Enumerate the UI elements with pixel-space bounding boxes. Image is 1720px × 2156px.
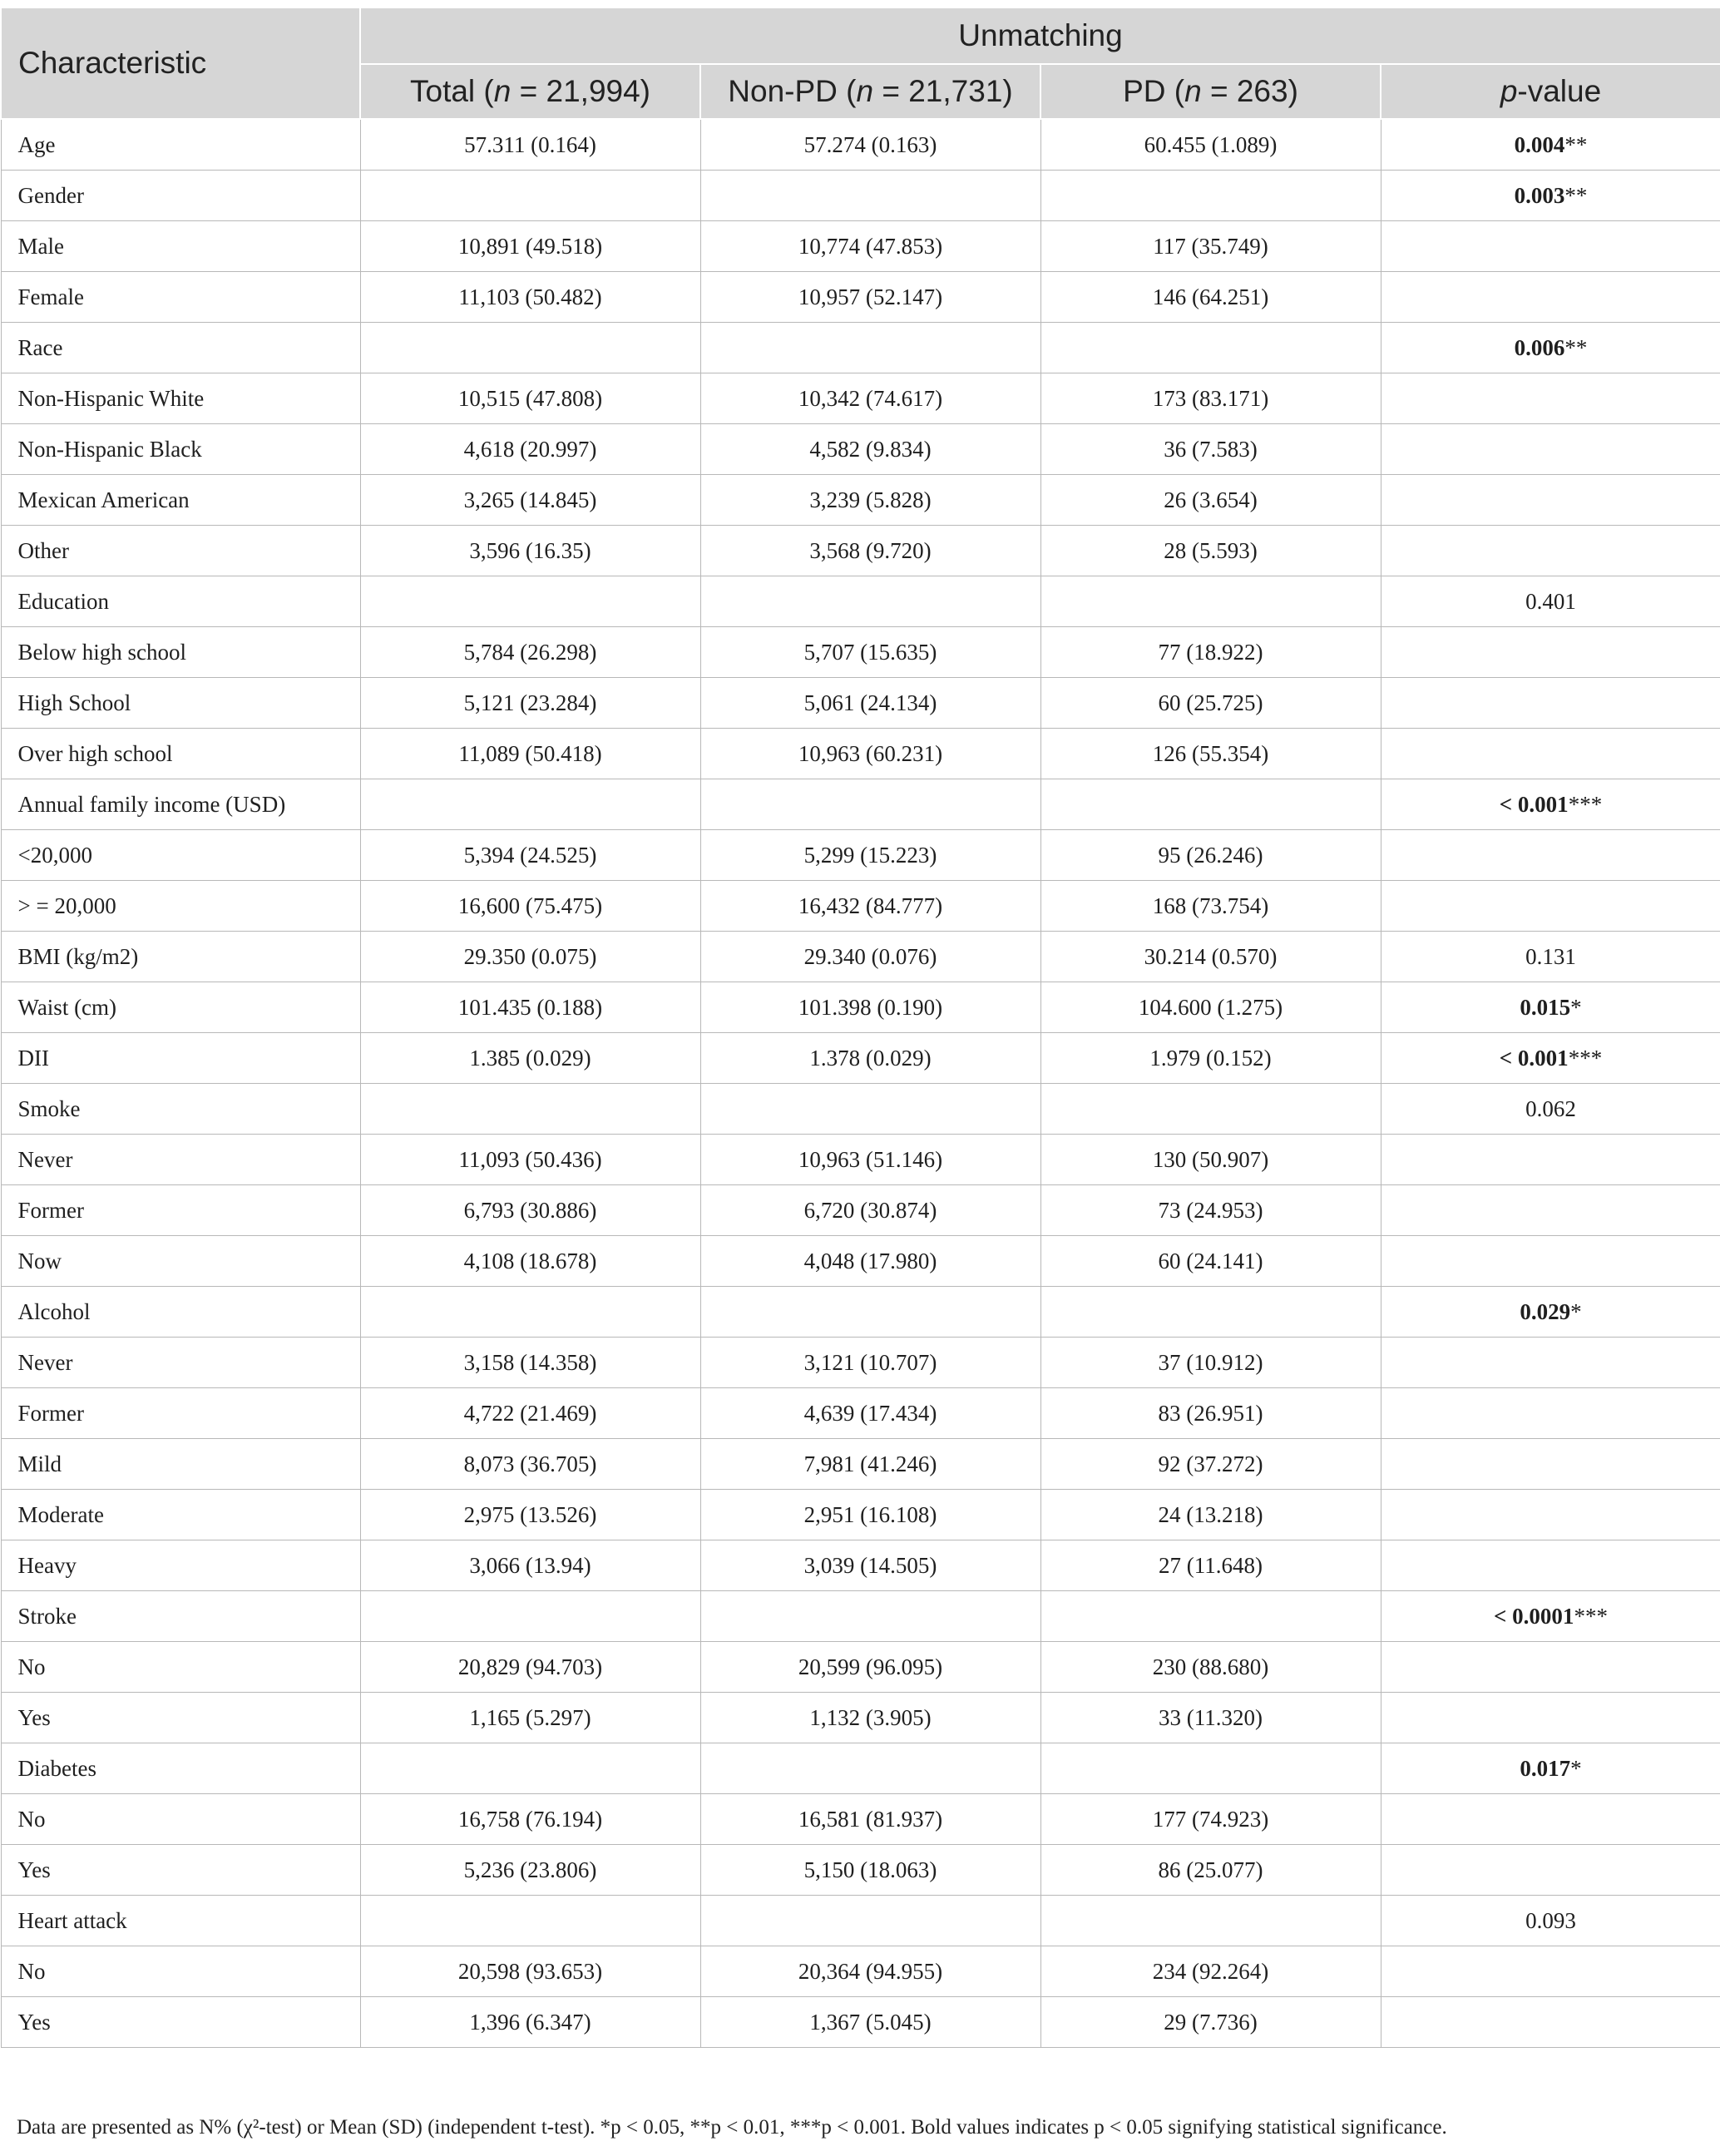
pd-cell: 83 (26.951) <box>1040 1388 1381 1439</box>
total-cell: 29.350 (0.075) <box>360 932 700 982</box>
p-value-cell <box>1381 1084 1720 1135</box>
table-row <box>1 1388 1720 1439</box>
non-pd-cell: 57.274 (0.163) <box>700 119 1040 171</box>
pd-column-header: PD (n = 263) <box>1040 64 1381 119</box>
row-label-cell: Over high school <box>1 729 360 779</box>
table-row <box>1 119 1720 171</box>
total-cell <box>360 171 700 221</box>
table-row <box>1 1084 1720 1135</box>
total-cell: 16,600 (75.475) <box>360 881 700 932</box>
p-value-text: 0.401 <box>1525 588 1576 614</box>
row-label-cell: Mild <box>1 1439 360 1490</box>
non-pd-cell <box>700 171 1040 221</box>
non-pd-cell: 5,299 (15.223) <box>700 830 1040 881</box>
p-value-cell <box>1381 1490 1720 1540</box>
pd-cell: 29 (7.736) <box>1040 1997 1381 2048</box>
total-cell: 8,073 (36.705) <box>360 1439 700 1490</box>
table-row <box>1 475 1720 526</box>
p-value-cell <box>1381 1693 1720 1743</box>
p-value-cell <box>1381 576 1720 627</box>
p-value-text: 0.003 <box>1514 182 1565 208</box>
table-row <box>1 779 1720 830</box>
p-value-cell <box>1381 982 1720 1033</box>
non-pd-cell: 3,568 (9.720) <box>700 526 1040 576</box>
significance-stars: * <box>1570 1298 1582 1324</box>
row-label-cell: Heart attack <box>1 1896 360 1946</box>
pd-cell: 24 (13.218) <box>1040 1490 1381 1540</box>
row-label-cell: > = 20,000 <box>1 881 360 932</box>
total-cell <box>360 779 700 830</box>
row-label-cell: Female <box>1 272 360 323</box>
pd-cell: 73 (24.953) <box>1040 1185 1381 1236</box>
row-label-cell: Yes <box>1 1997 360 2048</box>
table-row <box>1 830 1720 881</box>
significance-stars: ** <box>1564 131 1588 157</box>
p-value-cell <box>1381 1997 1720 2048</box>
p-value-cell <box>1381 1642 1720 1693</box>
pd-cell: 60.455 (1.089) <box>1040 119 1381 171</box>
table-row <box>1 1439 1720 1490</box>
table-row <box>1 1490 1720 1540</box>
pd-cell: 104.600 (1.275) <box>1040 982 1381 1033</box>
total-column-header: Total (n = 21,994) <box>360 64 700 119</box>
p-value-cell <box>1381 1794 1720 1845</box>
pd-cell: 27 (11.648) <box>1040 1540 1381 1591</box>
table-row <box>1 1693 1720 1743</box>
table-row <box>1 424 1720 475</box>
p-value-text: 0.131 <box>1525 943 1576 969</box>
pd-cell: 37 (10.912) <box>1040 1338 1381 1388</box>
total-cell <box>360 1287 700 1338</box>
row-label-cell: Heavy <box>1 1540 360 1591</box>
table-row <box>1 171 1720 221</box>
non-pd-cell: 4,048 (17.980) <box>700 1236 1040 1287</box>
p-value-text: 0.015 <box>1520 994 1571 1020</box>
total-cell: 1,396 (6.347) <box>360 1997 700 2048</box>
p-value-text: 0.017 <box>1520 1755 1571 1781</box>
row-label-cell: <20,000 <box>1 830 360 881</box>
non-pd-cell: 3,239 (5.828) <box>700 475 1040 526</box>
row-label-cell: Education <box>1 576 360 627</box>
row-label-cell: Never <box>1 1135 360 1185</box>
total-cell: 5,121 (23.284) <box>360 678 700 729</box>
p-value-text: 0.029 <box>1520 1298 1571 1324</box>
non-pd-cell <box>700 1896 1040 1946</box>
total-cell <box>360 1743 700 1794</box>
non-pd-cell: 2,951 (16.108) <box>700 1490 1040 1540</box>
pd-cell: 230 (88.680) <box>1040 1642 1381 1693</box>
non-pd-cell: 3,039 (14.505) <box>700 1540 1040 1591</box>
pd-cell: 117 (35.749) <box>1040 221 1381 272</box>
p-value-cell <box>1381 1946 1720 1997</box>
pd-cell: 234 (92.264) <box>1040 1946 1381 1997</box>
table-row <box>1 1896 1720 1946</box>
table-row <box>1 627 1720 678</box>
total-cell: 57.311 (0.164) <box>360 119 700 171</box>
table-row <box>1 1794 1720 1845</box>
total-cell <box>360 323 700 373</box>
p-value-text: < 0.001 <box>1499 791 1569 817</box>
table-row <box>1 932 1720 982</box>
significance-stars: * <box>1570 994 1582 1020</box>
p-value-column-header: p-value <box>1381 64 1720 119</box>
total-cell: 1.385 (0.029) <box>360 1033 700 1084</box>
total-cell: 3,596 (16.35) <box>360 526 700 576</box>
non-pd-cell: 1,132 (3.905) <box>700 1693 1040 1743</box>
table-row <box>1 1185 1720 1236</box>
significance-stars: *** <box>1568 791 1603 817</box>
p-value-cell <box>1381 932 1720 982</box>
row-label-cell: Waist (cm) <box>1 982 360 1033</box>
row-label-cell: Diabetes <box>1 1743 360 1794</box>
total-cell: 11,089 (50.418) <box>360 729 700 779</box>
total-cell: 10,891 (49.518) <box>360 221 700 272</box>
row-label-cell: Race <box>1 323 360 373</box>
non-pd-cell <box>700 1743 1040 1794</box>
significance-stars: *** <box>1574 1603 1608 1629</box>
p-value-cell <box>1381 1591 1720 1642</box>
characteristic-column-header: Characteristic <box>1 7 360 119</box>
total-cell: 6,793 (30.886) <box>360 1185 700 1236</box>
p-value-cell <box>1381 1135 1720 1185</box>
non-pd-cell: 1,367 (5.045) <box>700 1997 1040 2048</box>
row-label-cell: BMI (kg/m2) <box>1 932 360 982</box>
non-pd-cell: 5,707 (15.635) <box>700 627 1040 678</box>
row-label-cell: Gender <box>1 171 360 221</box>
table-row <box>1 1135 1720 1185</box>
p-value-cell <box>1381 1845 1720 1896</box>
table-row <box>1 373 1720 424</box>
total-cell <box>360 1896 700 1946</box>
table-row <box>1 1540 1720 1591</box>
non-pd-cell: 10,963 (51.146) <box>700 1135 1040 1185</box>
table-row <box>1 1743 1720 1794</box>
pd-cell <box>1040 1896 1381 1946</box>
table-row <box>1 576 1720 627</box>
pd-cell: 77 (18.922) <box>1040 627 1381 678</box>
pd-cell: 1.979 (0.152) <box>1040 1033 1381 1084</box>
total-cell: 20,598 (93.653) <box>360 1946 700 1997</box>
row-label-cell: Non-Hispanic Black <box>1 424 360 475</box>
total-cell: 4,618 (20.997) <box>360 424 700 475</box>
p-value-cell <box>1381 1236 1720 1287</box>
row-label-cell: Alcohol <box>1 1287 360 1338</box>
total-cell: 2,975 (13.526) <box>360 1490 700 1540</box>
row-label-cell: Now <box>1 1236 360 1287</box>
non-pd-cell: 5,150 (18.063) <box>700 1845 1040 1896</box>
table-row <box>1 729 1720 779</box>
total-cell: 20,829 (94.703) <box>360 1642 700 1693</box>
table-header <box>1 7 1720 119</box>
p-value-cell <box>1381 678 1720 729</box>
p-value-text: < 0.0001 <box>1494 1603 1574 1629</box>
non-pd-cell: 16,581 (81.937) <box>700 1794 1040 1845</box>
non-pd-cell: 10,957 (52.147) <box>700 272 1040 323</box>
p-value-cell <box>1381 1540 1720 1591</box>
table-row <box>1 1033 1720 1084</box>
row-label-cell: Yes <box>1 1845 360 1896</box>
table-row <box>1 221 1720 272</box>
total-cell: 11,093 (50.436) <box>360 1135 700 1185</box>
p-value-text: 0.004 <box>1514 131 1565 157</box>
pd-cell <box>1040 1287 1381 1338</box>
significance-stars: * <box>1570 1755 1582 1781</box>
row-label-cell: Former <box>1 1388 360 1439</box>
pd-cell: 126 (55.354) <box>1040 729 1381 779</box>
row-label-cell: Annual family income (USD) <box>1 779 360 830</box>
pd-cell <box>1040 1591 1381 1642</box>
table-row <box>1 1287 1720 1338</box>
non-pd-cell: 10,963 (60.231) <box>700 729 1040 779</box>
p-value-cell <box>1381 729 1720 779</box>
total-cell: 101.435 (0.188) <box>360 982 700 1033</box>
non-pd-cell: 29.340 (0.076) <box>700 932 1040 982</box>
p-value-cell <box>1381 1287 1720 1338</box>
table-row <box>1 982 1720 1033</box>
non-pd-cell <box>700 576 1040 627</box>
row-label-cell: Age <box>1 119 360 171</box>
non-pd-cell: 7,981 (41.246) <box>700 1439 1040 1490</box>
table-row <box>1 1642 1720 1693</box>
p-value-cell <box>1381 1388 1720 1439</box>
pd-cell: 177 (74.923) <box>1040 1794 1381 1845</box>
non-pd-cell: 101.398 (0.190) <box>700 982 1040 1033</box>
total-cell: 3,066 (13.94) <box>360 1540 700 1591</box>
table-row <box>1 1591 1720 1642</box>
total-cell: 4,108 (18.678) <box>360 1236 700 1287</box>
pd-cell <box>1040 576 1381 627</box>
significance-stars: ** <box>1564 334 1588 360</box>
total-cell: 3,158 (14.358) <box>360 1338 700 1388</box>
pd-cell: 60 (24.141) <box>1040 1236 1381 1287</box>
p-value-cell <box>1381 272 1720 323</box>
non-pd-cell: 10,774 (47.853) <box>700 221 1040 272</box>
table-row <box>1 272 1720 323</box>
pd-cell: 36 (7.583) <box>1040 424 1381 475</box>
non-pd-cell <box>700 1287 1040 1338</box>
non-pd-column-header: Non-PD (n = 21,731) <box>700 64 1040 119</box>
p-value-text: 0.006 <box>1514 334 1565 360</box>
pd-cell: 86 (25.077) <box>1040 1845 1381 1896</box>
pd-cell: 60 (25.725) <box>1040 678 1381 729</box>
table-row <box>1 1338 1720 1388</box>
row-label-cell: Never <box>1 1338 360 1388</box>
total-cell: 3,265 (14.845) <box>360 475 700 526</box>
p-value-cell <box>1381 881 1720 932</box>
table-row <box>1 1845 1720 1896</box>
p-value-cell <box>1381 221 1720 272</box>
p-value-cell <box>1381 424 1720 475</box>
non-pd-cell <box>700 779 1040 830</box>
row-label-cell: Non-Hispanic White <box>1 373 360 424</box>
p-value-cell <box>1381 475 1720 526</box>
total-cell <box>360 1591 700 1642</box>
significance-stars: ** <box>1564 182 1588 208</box>
row-label-cell: Below high school <box>1 627 360 678</box>
total-cell: 10,515 (47.808) <box>360 373 700 424</box>
pd-cell <box>1040 171 1381 221</box>
table-footnote: Data are presented as N% (χ²-test) or Mean (SD) (independent t-test). *p < 0.05, **p < 0.01, ***p < 0.001. Bold values indicates p < 0.05 signifying statistical significance. <box>17 2116 1447 2139</box>
non-pd-cell: 5,061 (24.134) <box>700 678 1040 729</box>
table-row <box>1 526 1720 576</box>
pd-cell: 146 (64.251) <box>1040 272 1381 323</box>
non-pd-cell: 20,364 (94.955) <box>700 1946 1040 1997</box>
row-label-cell: Yes <box>1 1693 360 1743</box>
row-label-cell: High School <box>1 678 360 729</box>
non-pd-cell: 4,582 (9.834) <box>700 424 1040 475</box>
row-label-cell: Smoke <box>1 1084 360 1135</box>
non-pd-cell: 1.378 (0.029) <box>700 1033 1040 1084</box>
pd-cell: 130 (50.907) <box>1040 1135 1381 1185</box>
p-value-cell <box>1381 830 1720 881</box>
total-cell: 16,758 (76.194) <box>360 1794 700 1845</box>
row-label-cell: No <box>1 1794 360 1845</box>
pd-cell: 168 (73.754) <box>1040 881 1381 932</box>
non-pd-cell <box>700 1084 1040 1135</box>
p-value-cell <box>1381 1743 1720 1794</box>
p-value-cell <box>1381 171 1720 221</box>
unmatching-group-header: Unmatching <box>360 7 1720 64</box>
pd-cell <box>1040 1084 1381 1135</box>
row-label-cell: No <box>1 1946 360 1997</box>
p-value-cell <box>1381 1338 1720 1388</box>
total-cell: 4,722 (21.469) <box>360 1388 700 1439</box>
row-label-cell: Male <box>1 221 360 272</box>
table-row <box>1 881 1720 932</box>
pd-cell: 92 (37.272) <box>1040 1439 1381 1490</box>
table-body <box>1 119 1720 2048</box>
non-pd-cell: 20,599 (96.095) <box>700 1642 1040 1693</box>
pd-cell: 26 (3.654) <box>1040 475 1381 526</box>
pd-cell: 28 (5.593) <box>1040 526 1381 576</box>
non-pd-cell: 4,639 (17.434) <box>700 1388 1040 1439</box>
p-value-cell <box>1381 373 1720 424</box>
p-value-cell <box>1381 1033 1720 1084</box>
pd-cell <box>1040 323 1381 373</box>
p-value-cell <box>1381 627 1720 678</box>
pd-cell: 173 (83.171) <box>1040 373 1381 424</box>
table-row <box>1 1997 1720 2048</box>
non-pd-cell: 10,342 (74.617) <box>700 373 1040 424</box>
pd-cell: 95 (26.246) <box>1040 830 1381 881</box>
row-label-cell: Former <box>1 1185 360 1236</box>
row-label-cell: No <box>1 1642 360 1693</box>
non-pd-cell <box>700 1591 1040 1642</box>
non-pd-cell: 3,121 (10.707) <box>700 1338 1040 1388</box>
p-value-text: 0.093 <box>1525 1907 1576 1933</box>
pd-cell: 33 (11.320) <box>1040 1693 1381 1743</box>
total-cell: 5,394 (24.525) <box>360 830 700 881</box>
p-value-cell <box>1381 526 1720 576</box>
header-row-group <box>1 7 1720 64</box>
significance-stars: *** <box>1568 1045 1603 1071</box>
characteristics-table <box>0 7 1720 2048</box>
total-cell: 1,165 (5.297) <box>360 1693 700 1743</box>
p-value-cell <box>1381 779 1720 830</box>
characteristics-table-container <box>0 7 1720 2048</box>
table-row <box>1 1236 1720 1287</box>
p-value-cell <box>1381 1896 1720 1946</box>
table-row <box>1 678 1720 729</box>
p-value-cell <box>1381 323 1720 373</box>
table-row <box>1 323 1720 373</box>
total-cell: 11,103 (50.482) <box>360 272 700 323</box>
non-pd-cell: 6,720 (30.874) <box>700 1185 1040 1236</box>
p-value-text: 0.062 <box>1525 1095 1576 1121</box>
non-pd-cell: 16,432 (84.777) <box>700 881 1040 932</box>
table-row <box>1 1946 1720 1997</box>
row-label-cell: Mexican American <box>1 475 360 526</box>
p-value-cell <box>1381 119 1720 171</box>
pd-cell <box>1040 779 1381 830</box>
p-value-cell <box>1381 1185 1720 1236</box>
row-label-cell: Other <box>1 526 360 576</box>
p-value-text: < 0.001 <box>1499 1045 1569 1071</box>
row-label-cell: DII <box>1 1033 360 1084</box>
row-label-cell: Stroke <box>1 1591 360 1642</box>
total-cell: 5,784 (26.298) <box>360 627 700 678</box>
total-cell <box>360 1084 700 1135</box>
pd-cell <box>1040 1743 1381 1794</box>
total-cell: 5,236 (23.806) <box>360 1845 700 1896</box>
row-label-cell: Moderate <box>1 1490 360 1540</box>
pd-cell: 30.214 (0.570) <box>1040 932 1381 982</box>
total-cell <box>360 576 700 627</box>
non-pd-cell <box>700 323 1040 373</box>
p-value-cell <box>1381 1439 1720 1490</box>
